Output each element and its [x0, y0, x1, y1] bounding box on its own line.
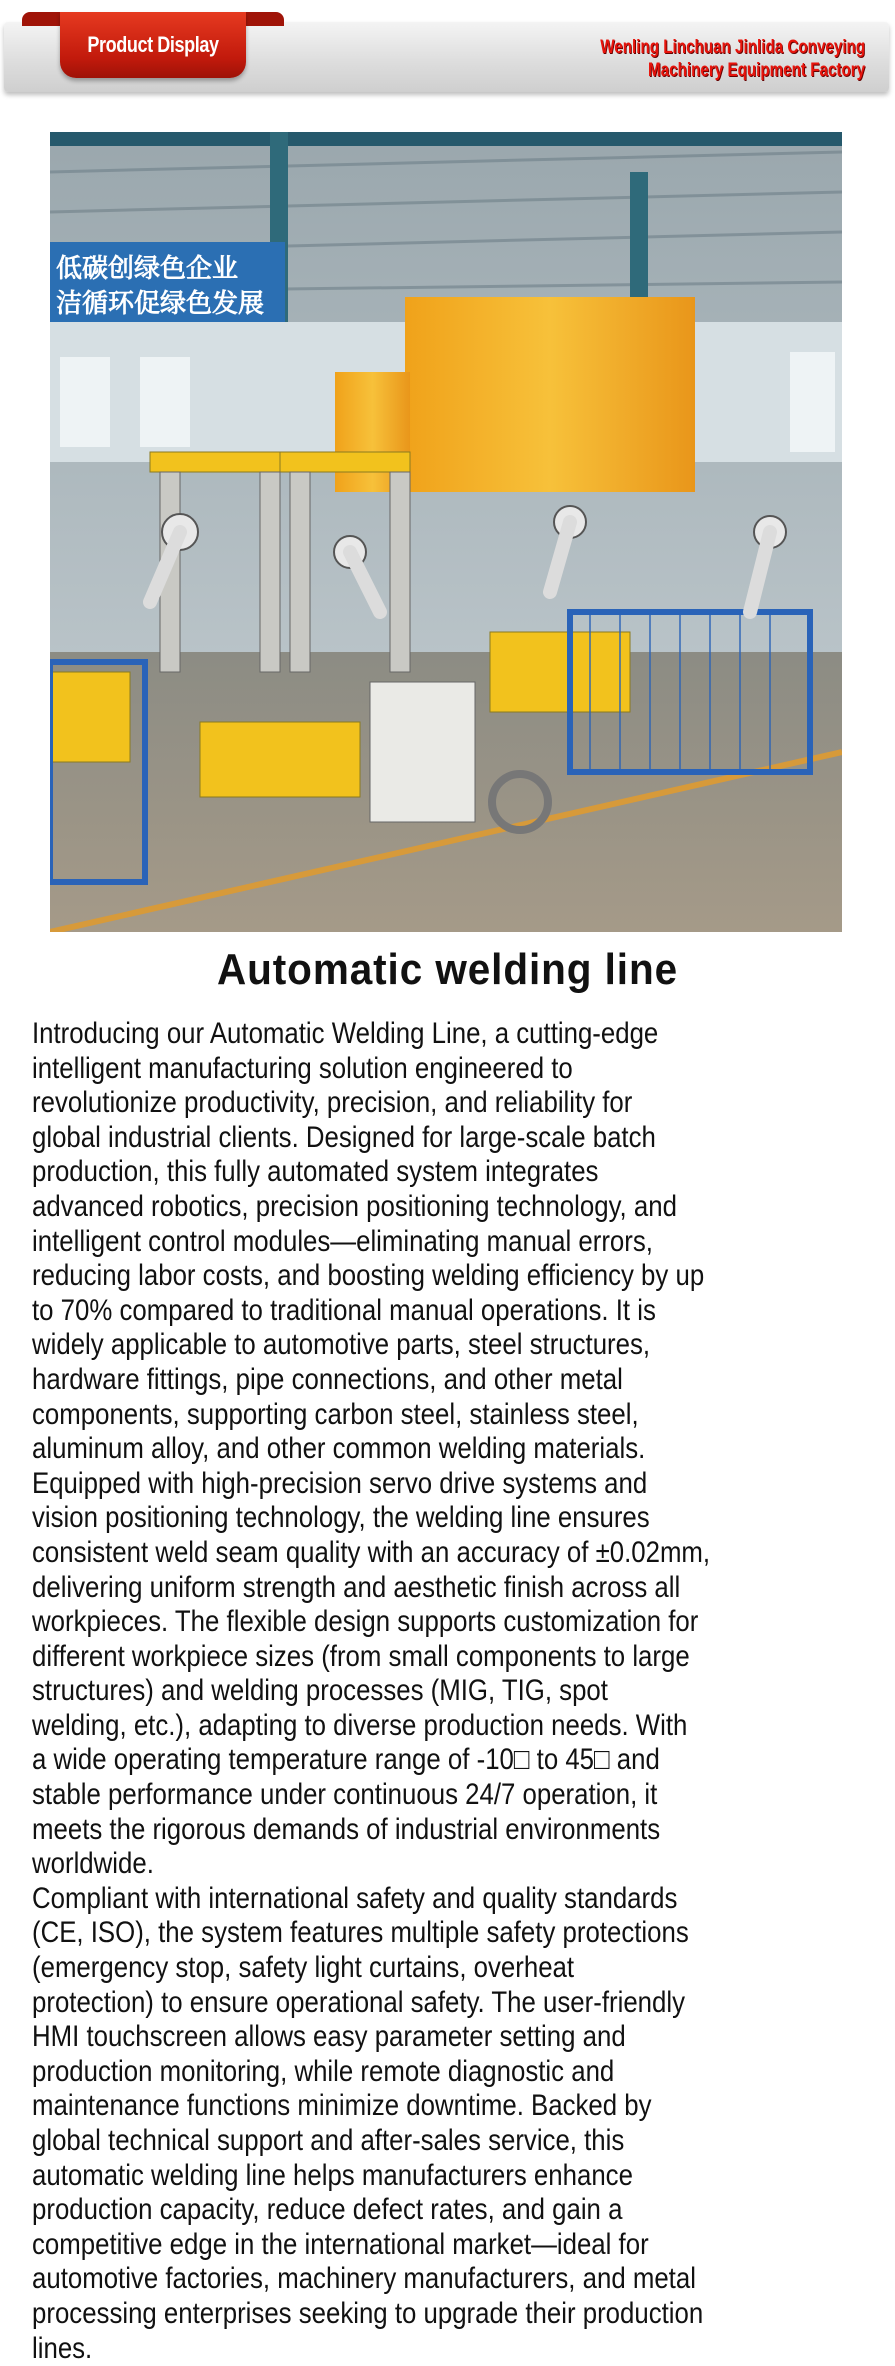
- description-line: widely applicable to automotive parts, steel structures,: [32, 1328, 651, 1362]
- product-description: [32, 1017, 710, 2366]
- description-line: consistent weld seam quality with an accuracy of ±0.02mm,: [32, 1535, 711, 1569]
- description-line: maintenance functions minimize downtime. Backed by: [32, 2089, 652, 2123]
- description-line: production, this fully automated system integrates: [32, 1155, 599, 1189]
- description-line: Equipped with high-precision servo drive systems and: [32, 1466, 648, 1500]
- description-line: reducing labor costs, and boosting welding efficiency by up: [32, 1259, 705, 1293]
- description-line: hardware fittings, pipe connections, and other metal: [32, 1362, 623, 1396]
- description-line: global industrial clients. Designed for large-scale batch: [32, 1120, 656, 1154]
- description-line: (emergency stop, safety light curtains, overheat: [32, 1951, 575, 1985]
- description-line: workpieces. The flexible design supports customization for: [32, 1605, 699, 1639]
- description-line: processing enterprises seeking to upgrade their production: [32, 2296, 704, 2330]
- description-line: meets the rigorous demands of industrial environments: [32, 1812, 661, 1846]
- description-line: (CE, ISO), the system features multiple safety protections: [32, 1916, 689, 1950]
- slogan-line2: 洁循环促绿色发展: [56, 288, 265, 318]
- description-line: stable performance under continuous 24/7 operation, it: [32, 1778, 658, 1812]
- description-line: components, supporting carbon steel, stainless steel,: [32, 1397, 639, 1431]
- product-title: Automatic welding line: [216, 945, 679, 994]
- company-name: [600, 36, 865, 82]
- description-line: different workpiece sizes (from small components to large: [32, 1639, 690, 1673]
- description-line: intelligent manufacturing solution engineered to: [32, 1051, 573, 1085]
- description-line: advanced robotics, precision positioning technology, and: [32, 1189, 677, 1223]
- description-line: production capacity, reduce defect rates, and gain a: [32, 2193, 623, 2227]
- description-line: delivering uniform strength and aesthetic finish across all: [32, 1570, 681, 1604]
- description-line: vision positioning technology, the welding line ensures: [32, 1501, 650, 1535]
- description-line: to 70% compared to traditional manual operations. It is: [32, 1293, 656, 1327]
- company-name-line2: Machinery Equipment Factory: [647, 60, 865, 81]
- description-line: protection) to ensure operational safety. The user-friendly: [32, 1985, 686, 2019]
- description-line: competitive edge in the international market—ideal for: [32, 2227, 649, 2261]
- description-line: structures) and welding processes (MIG, TIG, spot: [32, 1674, 608, 1708]
- company-name-line1: Wenling Linchuan Jinlida Conveying: [600, 37, 865, 58]
- description-line: aluminum alloy, and other common welding materials.: [32, 1432, 646, 1466]
- product-display-ribbon: [22, 12, 284, 78]
- description-line: revolutionize productivity, precision, and reliability for: [32, 1086, 633, 1120]
- description-line: intelligent control modules—eliminating manual errors,: [32, 1224, 653, 1258]
- description-line: production monitoring, while remote diagnostic and: [32, 2054, 615, 2088]
- description-line: automotive factories, machinery manufacturers, and metal: [32, 2262, 696, 2296]
- description-line: automatic welding line helps manufacturers enhance: [32, 2158, 633, 2192]
- product-photo: [50, 132, 842, 932]
- section-badge: Product Display: [87, 32, 219, 57]
- description-line: lines.: [32, 2331, 93, 2365]
- description-line: HMI touchscreen allows easy parameter setting and: [32, 2020, 626, 2054]
- description-line: welding, etc.), adapting to diverse production needs. With: [32, 1708, 688, 1742]
- description-line: Introducing our Automatic Welding Line, a cutting-edge: [32, 1017, 659, 1050]
- description-line: global technical support and after-sales service, this: [32, 2124, 625, 2157]
- ribbon-left-fold: [22, 12, 62, 26]
- slogan-line1: 低碳创绿色企业: [56, 253, 239, 283]
- factory-photo-illustration: [50, 132, 842, 932]
- ribbon-right-fold: [244, 12, 284, 26]
- description-line: worldwide.: [32, 1847, 154, 1881]
- description-line: Compliant with international safety and quality standards: [32, 1881, 678, 1915]
- description-line: a wide operating temperature range of -10□ to 45□ and: [32, 1743, 660, 1777]
